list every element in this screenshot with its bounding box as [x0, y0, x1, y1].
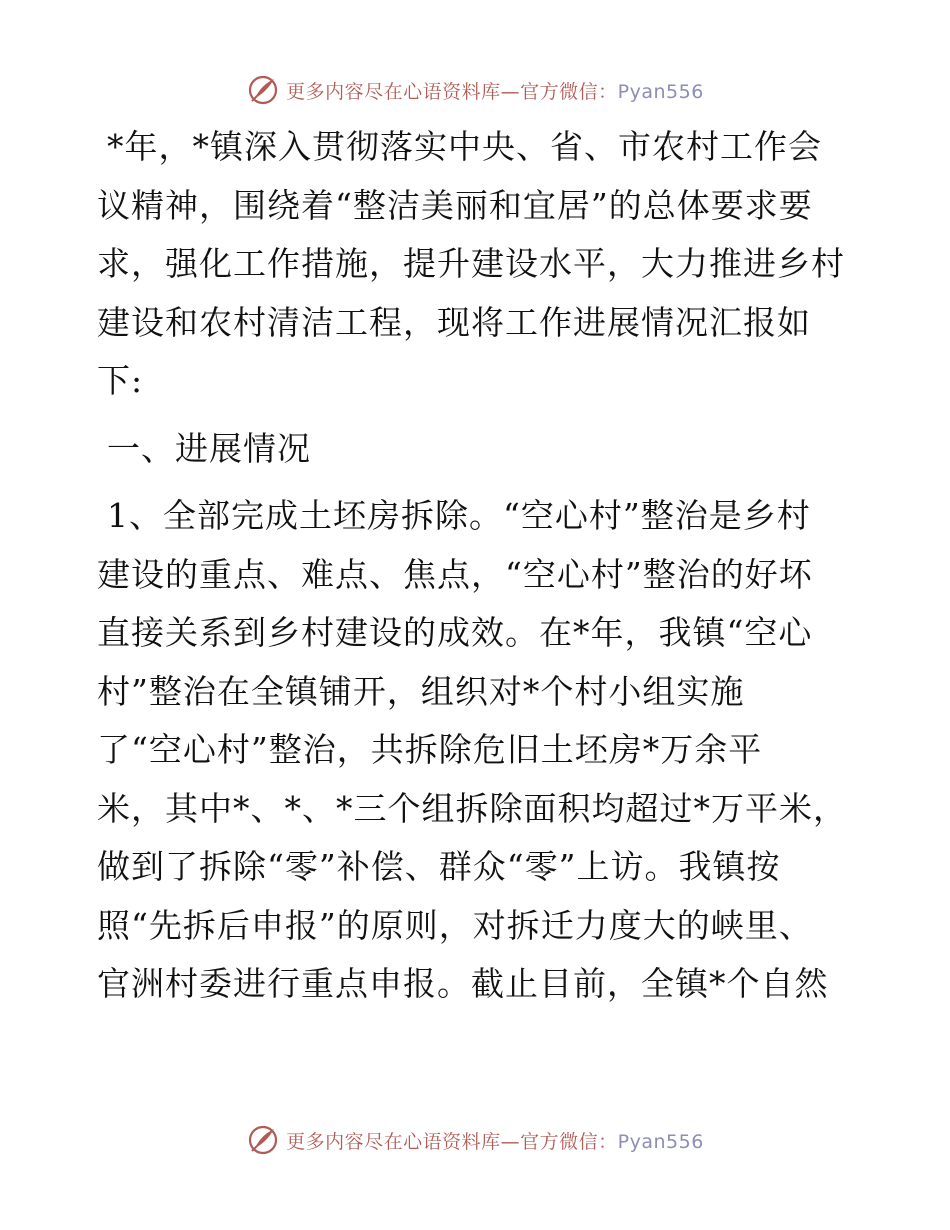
text-line: 议精神，围绕着“整洁美丽和宜居”的总体要求要 [97, 185, 813, 225]
paragraph-item-1 [97, 487, 857, 1014]
text-line: 求，强化工作措施，提升建设水平，大力推进乡村 [97, 244, 845, 283]
footer-watermark [0, 1120, 950, 1160]
text-line: 米，其中*、*、*三个组拆除面积均超过*万平米， [97, 788, 847, 828]
watermark-wechat-id: Pyan556 [617, 1130, 704, 1153]
text-line: 下: [97, 361, 144, 400]
text-line: *年，*镇深入贯彻落实中央、省、市农村工作会 [107, 127, 822, 166]
feather-quill-logo-icon [246, 73, 280, 107]
watermark-wechat-id: Pyan556 [617, 80, 704, 103]
document-body [97, 118, 857, 1014]
text-line: 官洲村委进行重点申报。截止目前，全镇*个自然 [97, 964, 829, 1003]
watermark-label: 更多内容尽在心语资料库—官方微信： [286, 1130, 618, 1153]
section-heading [97, 420, 857, 479]
header-watermark [0, 70, 950, 110]
watermark-text [286, 1127, 704, 1154]
paragraph-intro [97, 118, 857, 411]
text-line: 建设的重点、难点、焦点，“空心村”整治的好坏 [97, 554, 813, 594]
text-line: 了“空心村”整治，共拆除危旧土坯房*万余平 [97, 730, 763, 769]
heading-line: 一、进展情况 [107, 428, 311, 468]
text-line: 建设和农村清洁工程，现将工作进展情况汇报如 [97, 302, 811, 342]
watermark-text [286, 77, 704, 104]
feather-quill-logo-icon [246, 1123, 280, 1157]
text-line: 村”整治在全镇铺开，组织对*个村小组实施 [97, 671, 745, 711]
text-line: 直接关系到乡村建设的成效。在*年，我镇“空心 [97, 613, 813, 652]
text-line: 照“先拆后申报”的原则，对拆迁力度大的峡里、 [97, 905, 813, 945]
text-line: 1、全部完成土坯房拆除。“空心村”整治是乡村 [107, 496, 811, 535]
text-line: 做到了拆除“零”补偿、群众“零”上访。我镇按 [97, 847, 781, 886]
watermark-label: 更多内容尽在心语资料库—官方微信： [286, 80, 618, 103]
